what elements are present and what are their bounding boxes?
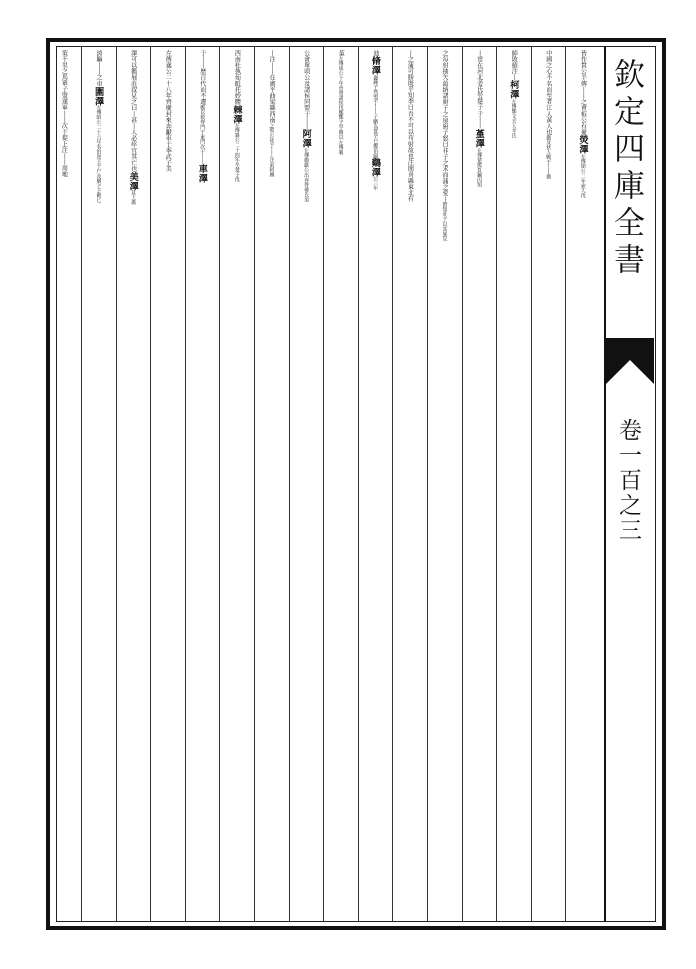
column-text: 丨當在河北	[475, 50, 483, 81]
column-text: 左傳衞獻公出奔齊孫氏追	[303, 147, 310, 202]
column-text: 之每射抽矢菆納諸廚子之房廚子怒曰非子之求而蒲之愛丨	[441, 50, 449, 203]
column-text: 丨之蒲可勝	[406, 50, 414, 81]
column-text: 左傳鄭文夫人芊氏	[510, 98, 517, 139]
entry-heading: 柯澤	[507, 80, 519, 99]
column-text: 之敗公徒于丨丨注東阿縣	[268, 123, 275, 178]
entry-heading: 圍澤	[92, 86, 104, 105]
column-text: 左傳襄公二十四年冬楚子伐	[233, 123, 240, 183]
book-title: 欽定四庫全書	[608, 58, 644, 280]
entry-heading: 脩澤	[369, 56, 381, 75]
column-text: 師敗績注丨	[510, 50, 518, 81]
column-text: 見上蕭	[130, 190, 137, 206]
entry-heading: 美澤	[127, 171, 139, 191]
column-text: 左傳昭公二十六年名伯逆王于尸及劉子	[95, 104, 102, 189]
column-text: 左傳楚熊負羈囚知	[476, 147, 483, 187]
column-text: 衞及狄人戰于丨丨衞	[545, 135, 552, 180]
column-text: 澤可以鑑展莊叔見之曰丨甚丨人必瘁宜其亡也	[129, 50, 137, 172]
column-text: 丨注丨丨在廣平曲梁縣西南	[268, 50, 276, 124]
column-text: 公會單頃公及諸侯同盟于丨丨	[302, 50, 310, 130]
column-text: 左傳閔公二年狄人伐	[579, 153, 586, 198]
column-text: 西南杜埶茹眡托妙體	[233, 50, 241, 105]
column-text: 于丨丨歷百代而不遷	[198, 50, 206, 105]
entry-heading: 阿澤	[300, 129, 312, 148]
column-text: 鄭以救齊門于東門次于丨丨	[199, 104, 206, 164]
column-text: 左傳襄公二十八年齊慶封來奔獻車于季武子美	[164, 50, 172, 172]
column-text: 左傳成公十年晉會諸侯伐鄭鄭子罕賂以	[337, 56, 344, 140]
column-text: 公三年	[372, 176, 379, 192]
column-text: 池	[371, 50, 379, 57]
fishtail-mark-icon	[606, 338, 654, 384]
page-margin-header	[604, 46, 656, 922]
column-text: 既乎知季曰吾不可以苟射故也注閒喜縣東北有	[406, 80, 414, 203]
column-text: 左傳襄	[337, 139, 344, 155]
column-text: 策千里之馬	[60, 50, 68, 81]
column-text: 罃知莊子以其族反	[441, 202, 448, 242]
volume-number: 卷一百之三	[615, 418, 641, 543]
column-text: 單子盟遂軍丨丨次于提上注丨丨周地	[60, 80, 68, 178]
text-column	[41, 50, 85, 918]
column-text: 堇	[337, 50, 345, 57]
column-text: 姜氏勞楚子于丨丨	[475, 80, 483, 130]
entry-heading: 車澤	[196, 163, 208, 183]
column-text: 誇驅丨丨之車	[95, 50, 103, 87]
column-text: 皆作貫公羊傳丨丨之會桓公有憂	[579, 50, 587, 136]
column-text: 子範匕	[95, 188, 102, 204]
entry-heading: 鷄澤	[369, 157, 381, 177]
column-text: 襄鍾子然盟于丨丨子駟為質辛巳鄭伯歸	[372, 74, 379, 158]
entry-heading: 熒澤	[576, 135, 588, 154]
entry-heading: 棘澤	[230, 104, 242, 124]
column-text: 中國之心不名而至者江人黃人也	[544, 50, 552, 136]
entry-heading: 堇澤	[473, 129, 485, 148]
